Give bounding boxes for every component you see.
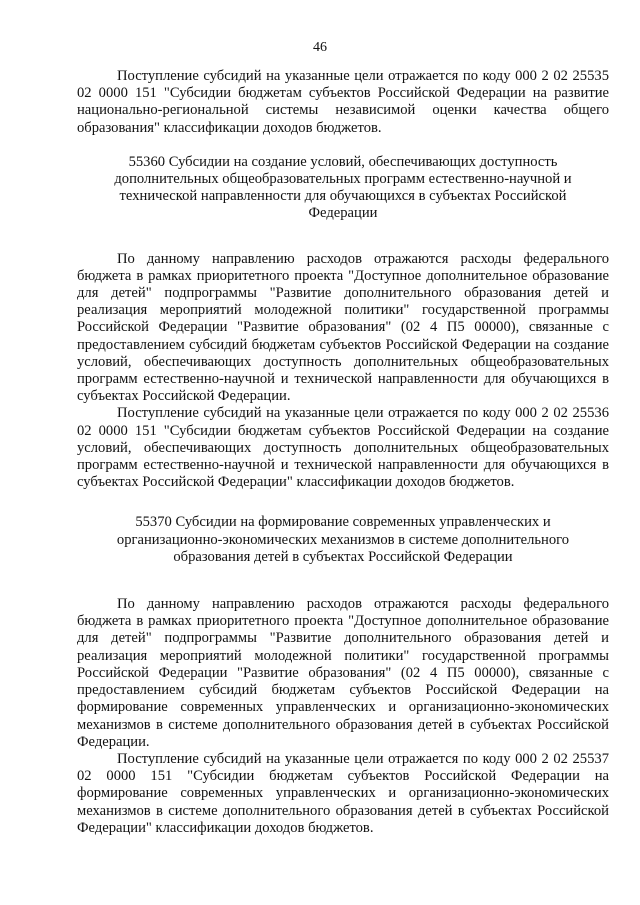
section-heading-55360: 55360 Субсидии на создание условий, обеспечивающих доступность дополнительных общеобразовательных программ естественно-научной и технической направленности для обучающихся в субъектах Российской Федерации (114, 153, 572, 222)
page-number: 46 (313, 40, 327, 55)
section-heading-55370: 55370 Субсидии на формирование современных управленческих и организационно-экономических механизмов в системе дополнительного образования детей в субъектах Российской Федерации (116, 514, 570, 565)
document-body (77, 68, 609, 837)
paragraph-income-code-25535: Поступление субсидий на указанные цели отражается по коду 000 2 02 25535 02 0000 151 "Субсидии бюджетам субъектов Российской Федерации на развитие национально-региональной системы независимой оценки качества общего образования" классификации доходов бюджетов. (77, 68, 609, 136)
paragraph-income-code-25537: Поступление субсидий на указанные цели отражается по коду 000 2 02 25537 02 0000 151 "Субсидии бюджетам субъектов Российской Федерации на формирование современных управленческих и организационно-экономических механизмов в системе дополнительного образования детей в субъектах Российской Федерации" классификации доходов бюджетов. (77, 750, 609, 836)
paragraph-expense-55360: По данному направлению расходов отражаются расходы федерального бюджета в рамках приоритетного проекта "Доступное дополнительное образование для детей" подпрограммы "Развитие дополнительного образования детей и реализация мероприятий молодежной политики" государственной программы Российской Федерации "Развитие образования" (02 4 П5 00000), связанные с предоставлением субсидий бюджетам субъектов Российской Федерации на создание условий, обеспечивающих доступность дополнительных общеобразовательных программ естественно-научной и технической направленности для обучающихся в субъектах Российской Федерации. (77, 250, 609, 405)
paragraph-income-code-25536: Поступление субсидий на указанные цели отражается по коду 000 2 02 25536 02 0000 151 "Субсидии бюджетам субъектов Российской Федерации на создание условий, обеспечивающих доступность дополнительных общеобразовательных программ естественно-научной и технической направленности для обучающихся в субъектах Российской Федерации" классификации доходов бюджетов. (77, 405, 609, 491)
paragraph-expense-55370: По данному направлению расходов отражаются расходы федерального бюджета в рамках приоритетного проекта "Доступное дополнительное образование для детей" подпрограммы "Развитие дополнительного образования детей и реализация мероприятий молодежной политики" государственной программы Российской Федерации "Развитие образования" (02 4 П5 00000), связанные с предоставлением субсидий бюджетам субъектов Российской Федерации на формирование современных управленческих и организационно-экономических механизмов в системе дополнительного образования детей в субъектах Российской Федерации. (77, 596, 609, 750)
